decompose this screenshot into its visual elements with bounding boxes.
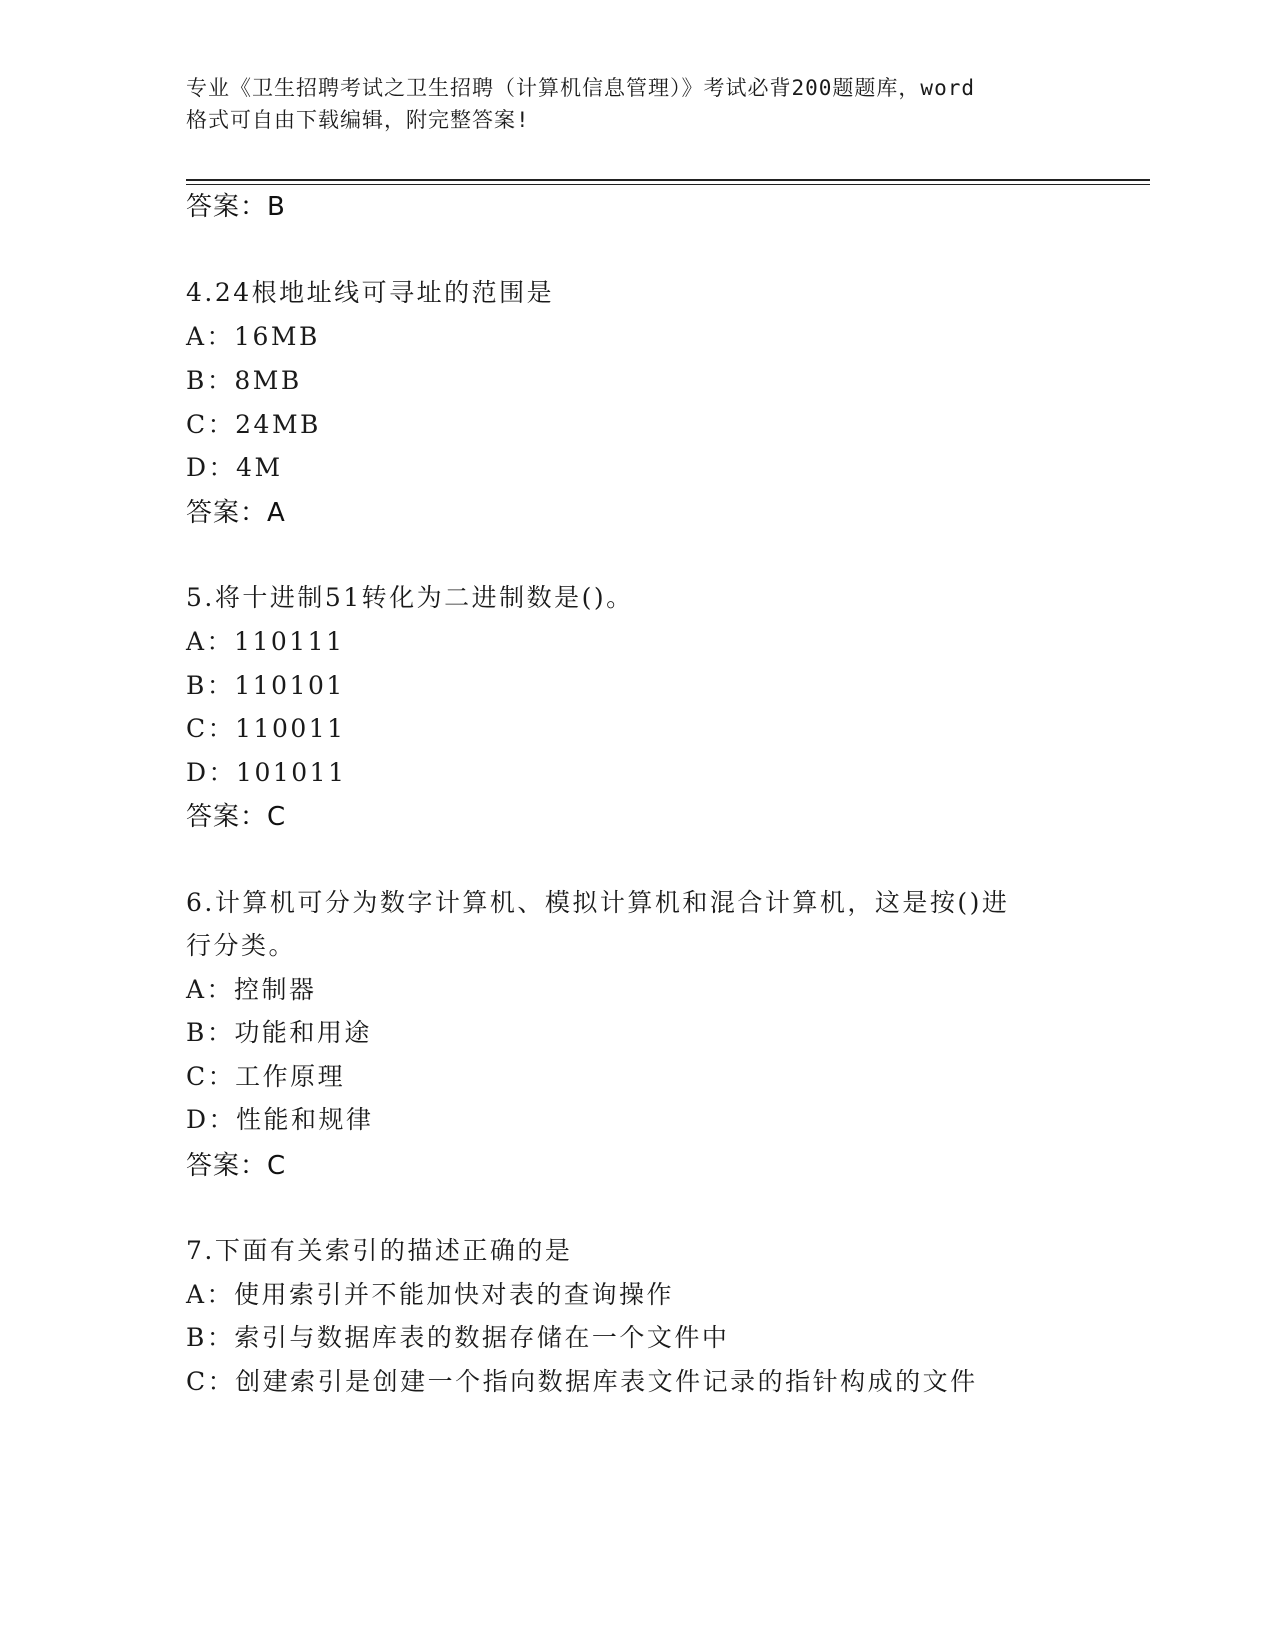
question-7-option-a: A：使用索引并不能加快对表的查询操作 (186, 1280, 675, 1309)
question-6-option-b: B：功能和用途 (186, 1018, 372, 1047)
question-5-answer: 答案：C (186, 802, 287, 832)
question-6-option-a: A：控制器 (186, 975, 317, 1004)
previous-answer: 答案：B (186, 192, 286, 222)
question-5-option-d: D：101011 (186, 758, 347, 787)
question-5-option-c: C：110011 (186, 714, 346, 743)
question-6-answer: 答案：C (186, 1151, 287, 1181)
question-4-option-a: A：16MB (186, 322, 320, 351)
question-4-option-b: B：8MB (186, 366, 302, 395)
question-4-answer: 答案：A (186, 498, 286, 528)
question-5-option-b: B：110101 (186, 671, 345, 700)
question-4-option-c: C：24MB (186, 410, 321, 439)
question-5-stem: 5.将十进制51转化为二进制数是()。 (186, 583, 634, 612)
header-line-2: 格式可自由下载编辑，附完整答案! (186, 108, 530, 132)
question-6-option-c: C：工作原理 (186, 1062, 346, 1091)
question-4-stem: 4.24根地址线可寻址的范围是 (186, 278, 555, 307)
header-line-1: 专业《卫生招聘考试之卫生招聘（计算机信息管理）》考试必背200题题库，word (186, 76, 975, 100)
question-6-stem-line-2: 行分类。 (186, 931, 297, 960)
question-4-option-d: D：4M (186, 453, 283, 482)
question-5-option-a: A：110111 (186, 627, 345, 656)
header-divider-thick (186, 179, 1150, 181)
question-7-stem: 7.下面有关索引的描述正确的是 (186, 1236, 573, 1265)
header-divider-thin (186, 184, 1150, 185)
question-6-stem-line-1: 6.计算机可分为数字计算机、模拟计算机和混合计算机，这是按()进 (186, 888, 1010, 917)
document-header (186, 72, 1086, 136)
question-7-option-c: C：创建索引是创建一个指向数据库表文件记录的指针构成的文件 (186, 1367, 978, 1396)
question-6-option-d: D：性能和规律 (186, 1105, 374, 1134)
question-7-option-b: B：索引与数据库表的数据存储在一个文件中 (186, 1323, 730, 1352)
